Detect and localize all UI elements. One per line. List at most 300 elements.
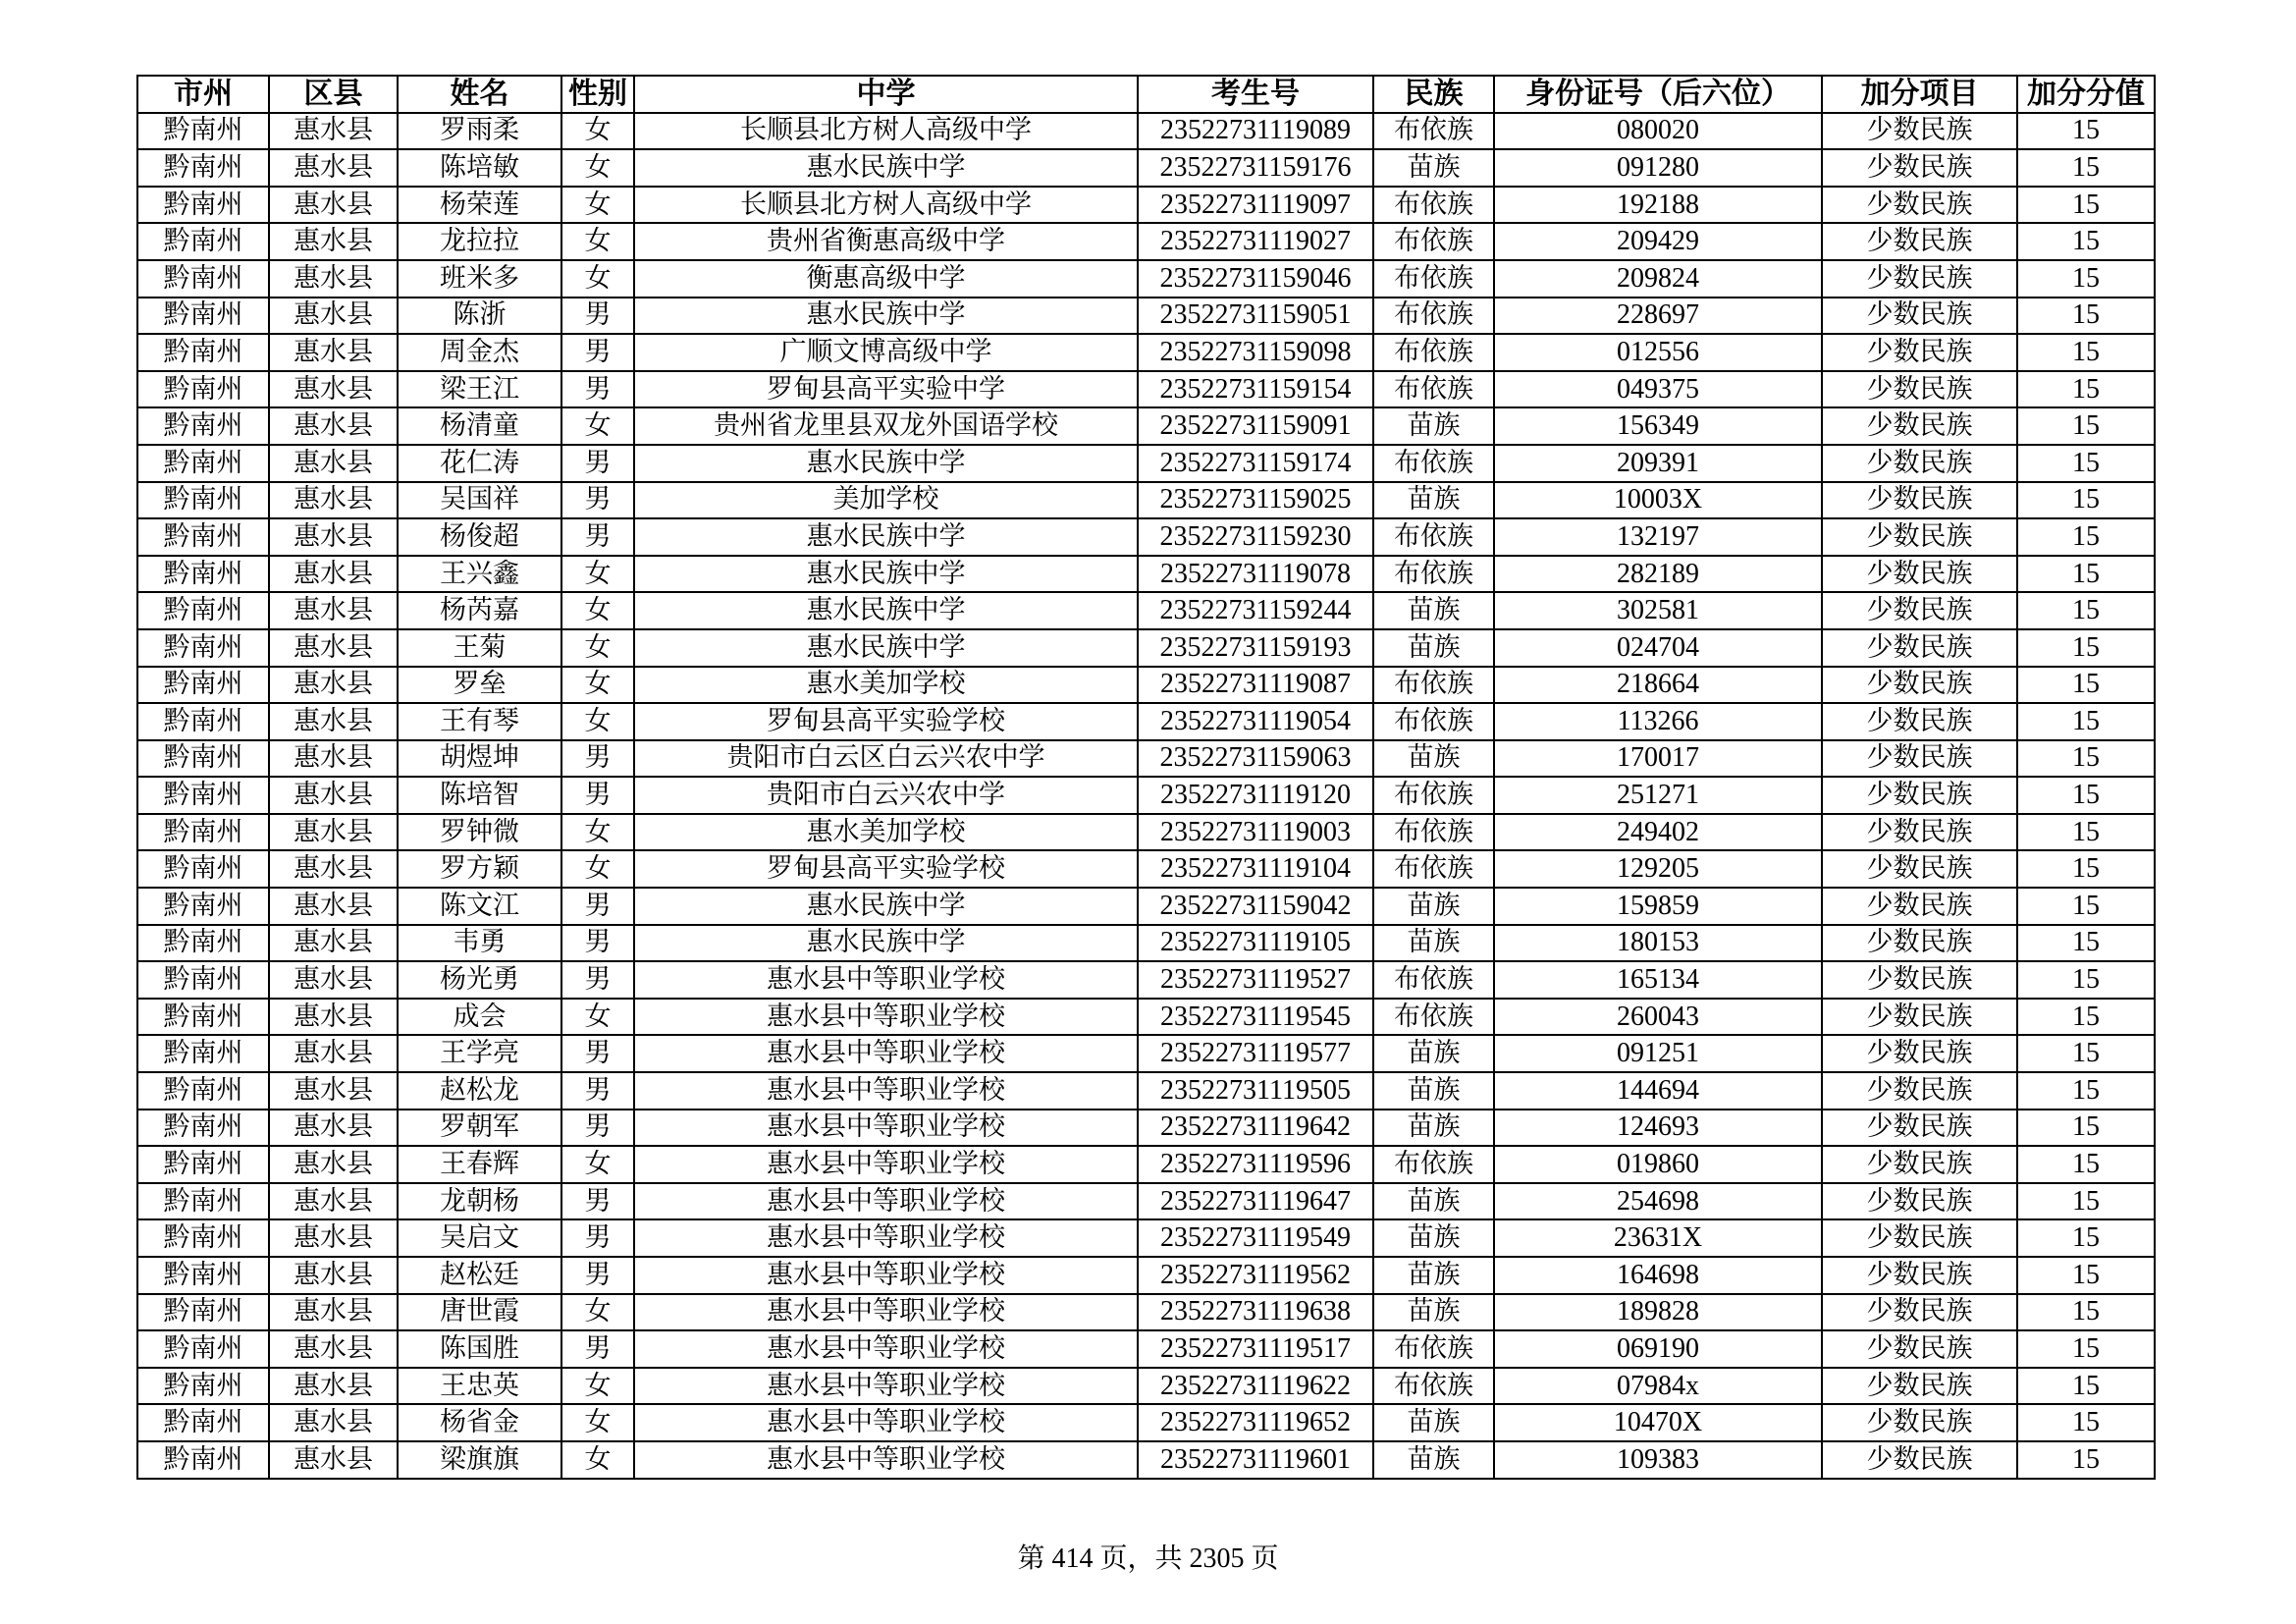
cell-county: 惠水县	[269, 888, 398, 925]
cell-ethnicity: 苗族	[1373, 1183, 1494, 1220]
cell-ethnicity: 苗族	[1373, 740, 1494, 778]
cell-exam-no: 23522731119527	[1138, 961, 1373, 999]
cell-gender: 女	[561, 1294, 634, 1331]
cell-county: 惠水县	[269, 187, 398, 224]
cell-bonus-score: 15	[2017, 556, 2155, 593]
cell-county: 惠水县	[269, 334, 398, 371]
cell-city: 黔南州	[137, 1035, 269, 1072]
cell-name: 杨清童	[398, 407, 561, 445]
col-header-school: 中学	[634, 76, 1138, 113]
cell-name: 唐世霞	[398, 1294, 561, 1331]
cell-exam-no: 23522731119505	[1138, 1072, 1373, 1110]
cell-exam-no: 23522731119027	[1138, 223, 1373, 260]
cell-school: 惠水县中等职业学校	[634, 1183, 1138, 1220]
cell-name: 杨荣莲	[398, 187, 561, 224]
cell-school: 惠水县中等职业学校	[634, 999, 1138, 1036]
cell-city: 黔南州	[137, 850, 269, 888]
cell-ethnicity: 苗族	[1373, 407, 1494, 445]
cell-bonus-score: 15	[2017, 1183, 2155, 1220]
cell-county: 惠水县	[269, 1072, 398, 1110]
table-row	[137, 518, 2155, 556]
cell-county: 惠水县	[269, 407, 398, 445]
cell-ethnicity: 布依族	[1373, 667, 1494, 704]
cell-bonus-score: 15	[2017, 334, 2155, 371]
cell-id-last6: 180153	[1494, 925, 1822, 962]
table-row	[137, 482, 2155, 519]
cell-id-last6: 260043	[1494, 999, 1822, 1036]
cell-ethnicity: 布依族	[1373, 260, 1494, 298]
cell-bonus-item: 少数民族	[1822, 961, 2017, 999]
cell-bonus-score: 15	[2017, 999, 2155, 1036]
cell-gender: 女	[561, 629, 634, 667]
cell-school: 惠水县中等职业学校	[634, 1368, 1138, 1405]
cell-name: 陈培智	[398, 777, 561, 814]
table-row	[137, 223, 2155, 260]
cell-gender: 女	[561, 814, 634, 851]
cell-ethnicity: 苗族	[1373, 1072, 1494, 1110]
cell-gender: 男	[561, 925, 634, 962]
table-row	[137, 592, 2155, 629]
table-row	[137, 187, 2155, 224]
cell-bonus-score: 15	[2017, 223, 2155, 260]
cell-id-last6: 249402	[1494, 814, 1822, 851]
cell-school: 惠水县中等职业学校	[634, 1110, 1138, 1147]
cell-gender: 女	[561, 113, 634, 150]
cell-city: 黔南州	[137, 703, 269, 740]
cell-ethnicity: 布依族	[1373, 1368, 1494, 1405]
cell-bonus-item: 少数民族	[1822, 1257, 2017, 1294]
cell-exam-no: 23522731119638	[1138, 1294, 1373, 1331]
cell-exam-no: 23522731119517	[1138, 1330, 1373, 1368]
cell-county: 惠水县	[269, 592, 398, 629]
table-row	[137, 298, 2155, 335]
cell-school: 美加学校	[634, 482, 1138, 519]
cell-name: 陈培敏	[398, 149, 561, 187]
table-row	[137, 149, 2155, 187]
cell-id-last6: 302581	[1494, 592, 1822, 629]
cell-gender: 男	[561, 1110, 634, 1147]
cell-school: 惠水县中等职业学校	[634, 961, 1138, 999]
cell-id-last6: 209824	[1494, 260, 1822, 298]
cell-id-last6: 129205	[1494, 850, 1822, 888]
cell-city: 黔南州	[137, 999, 269, 1036]
col-header-id-last6: 身份证号（后六位）	[1494, 76, 1822, 113]
cell-name: 陈文江	[398, 888, 561, 925]
cell-school: 惠水县中等职业学校	[634, 1257, 1138, 1294]
cell-bonus-score: 15	[2017, 961, 2155, 999]
cell-gender: 女	[561, 667, 634, 704]
cell-school: 贵阳市白云兴农中学	[634, 777, 1138, 814]
cell-id-last6: 165134	[1494, 961, 1822, 999]
cell-bonus-score: 15	[2017, 113, 2155, 150]
cell-ethnicity: 布依族	[1373, 1146, 1494, 1183]
cell-id-last6: 124693	[1494, 1110, 1822, 1147]
cell-ethnicity: 布依族	[1373, 113, 1494, 150]
cell-ethnicity: 苗族	[1373, 888, 1494, 925]
cell-school: 贵州省龙里县双龙外国语学校	[634, 407, 1138, 445]
cell-ethnicity: 布依族	[1373, 334, 1494, 371]
cell-county: 惠水县	[269, 482, 398, 519]
cell-gender: 男	[561, 1183, 634, 1220]
cell-name: 罗方颖	[398, 850, 561, 888]
cell-name: 赵松龙	[398, 1072, 561, 1110]
cell-exam-no: 23522731159176	[1138, 149, 1373, 187]
cell-name: 胡煜坤	[398, 740, 561, 778]
cell-bonus-item: 少数民族	[1822, 850, 2017, 888]
cell-exam-no: 23522731159042	[1138, 888, 1373, 925]
cell-ethnicity: 苗族	[1373, 1294, 1494, 1331]
cell-county: 惠水县	[269, 260, 398, 298]
cell-id-last6: 23631X	[1494, 1219, 1822, 1257]
table-row	[137, 334, 2155, 371]
cell-city: 黔南州	[137, 407, 269, 445]
cell-city: 黔南州	[137, 925, 269, 962]
cell-bonus-item: 少数民族	[1822, 1330, 2017, 1368]
cell-bonus-item: 少数民族	[1822, 113, 2017, 150]
cell-exam-no: 23522731119054	[1138, 703, 1373, 740]
cell-id-last6: 113266	[1494, 703, 1822, 740]
cell-bonus-item: 少数民族	[1822, 1110, 2017, 1147]
cell-id-last6: 282189	[1494, 556, 1822, 593]
table-row	[137, 1404, 2155, 1441]
cell-name: 吴启文	[398, 1219, 561, 1257]
cell-bonus-item: 少数民族	[1822, 814, 2017, 851]
cell-name: 梁王江	[398, 371, 561, 408]
cell-bonus-score: 15	[2017, 667, 2155, 704]
cell-school: 惠水县中等职业学校	[634, 1035, 1138, 1072]
table-row	[137, 740, 2155, 778]
cell-exam-no: 23522731159091	[1138, 407, 1373, 445]
cell-gender: 男	[561, 1330, 634, 1368]
cell-name: 杨光勇	[398, 961, 561, 999]
cell-bonus-item: 少数民族	[1822, 518, 2017, 556]
cell-gender: 女	[561, 187, 634, 224]
cell-county: 惠水县	[269, 1257, 398, 1294]
cell-city: 黔南州	[137, 298, 269, 335]
cell-bonus-score: 15	[2017, 518, 2155, 556]
cell-name: 花仁涛	[398, 445, 561, 482]
cell-id-last6: 144694	[1494, 1072, 1822, 1110]
table-row	[137, 1441, 2155, 1479]
cell-exam-no: 23522731119642	[1138, 1110, 1373, 1147]
table-row	[137, 961, 2155, 999]
cell-ethnicity: 苗族	[1373, 629, 1494, 667]
cell-id-last6: 170017	[1494, 740, 1822, 778]
cell-bonus-score: 15	[2017, 445, 2155, 482]
cell-name: 班米多	[398, 260, 561, 298]
cell-city: 黔南州	[137, 1294, 269, 1331]
cell-county: 惠水县	[269, 925, 398, 962]
cell-school: 贵州省衡惠高级中学	[634, 223, 1138, 260]
cell-school: 惠水民族中学	[634, 518, 1138, 556]
cell-name: 杨俊超	[398, 518, 561, 556]
table-row	[137, 850, 2155, 888]
cell-city: 黔南州	[137, 260, 269, 298]
cell-city: 黔南州	[137, 1110, 269, 1147]
cell-bonus-score: 15	[2017, 814, 2155, 851]
cell-school: 惠水民族中学	[634, 556, 1138, 593]
cell-id-last6: 091280	[1494, 149, 1822, 187]
cell-exam-no: 23522731119097	[1138, 187, 1373, 224]
cell-bonus-item: 少数民族	[1822, 223, 2017, 260]
cell-bonus-item: 少数民族	[1822, 1219, 2017, 1257]
cell-gender: 女	[561, 223, 634, 260]
cell-name: 周金杰	[398, 334, 561, 371]
header-row	[137, 76, 2155, 113]
cell-name: 梁旗旗	[398, 1441, 561, 1479]
cell-ethnicity: 苗族	[1373, 1035, 1494, 1072]
cell-bonus-score: 15	[2017, 1219, 2155, 1257]
cell-bonus-item: 少数民族	[1822, 556, 2017, 593]
cell-name: 成会	[398, 999, 561, 1036]
cell-gender: 女	[561, 1404, 634, 1441]
cell-city: 黔南州	[137, 1368, 269, 1405]
cell-city: 黔南州	[137, 814, 269, 851]
cell-city: 黔南州	[137, 1330, 269, 1368]
cell-ethnicity: 布依族	[1373, 703, 1494, 740]
cell-ethnicity: 布依族	[1373, 298, 1494, 335]
cell-exam-no: 23522731119078	[1138, 556, 1373, 593]
table-row	[137, 925, 2155, 962]
cell-county: 惠水县	[269, 223, 398, 260]
cell-county: 惠水县	[269, 777, 398, 814]
cell-ethnicity: 苗族	[1373, 1110, 1494, 1147]
cell-name: 吴国祥	[398, 482, 561, 519]
cell-ethnicity: 苗族	[1373, 482, 1494, 519]
cell-bonus-item: 少数民族	[1822, 371, 2017, 408]
cell-school: 罗甸县高平实验学校	[634, 703, 1138, 740]
cell-school: 衡惠高级中学	[634, 260, 1138, 298]
cell-id-last6: 254698	[1494, 1183, 1822, 1220]
table-row	[137, 1257, 2155, 1294]
cell-bonus-score: 15	[2017, 703, 2155, 740]
cell-bonus-score: 15	[2017, 925, 2155, 962]
cell-bonus-item: 少数民族	[1822, 1294, 2017, 1331]
cell-bonus-item: 少数民族	[1822, 740, 2017, 778]
cell-city: 黔南州	[137, 371, 269, 408]
table-row	[137, 371, 2155, 408]
cell-exam-no: 23522731159025	[1138, 482, 1373, 519]
cell-name: 龙拉拉	[398, 223, 561, 260]
cell-gender: 女	[561, 1146, 634, 1183]
cell-school: 惠水县中等职业学校	[634, 1146, 1138, 1183]
cell-id-last6: 189828	[1494, 1294, 1822, 1331]
table-row	[137, 1294, 2155, 1331]
cell-city: 黔南州	[137, 888, 269, 925]
cell-name: 罗钟微	[398, 814, 561, 851]
table-row	[137, 999, 2155, 1036]
cell-bonus-score: 15	[2017, 1257, 2155, 1294]
cell-county: 惠水县	[269, 1330, 398, 1368]
cell-exam-no: 23522731119003	[1138, 814, 1373, 851]
cell-ethnicity: 布依族	[1373, 814, 1494, 851]
cell-ethnicity: 布依族	[1373, 961, 1494, 999]
col-header-county: 区县	[269, 76, 398, 113]
cell-school: 惠水民族中学	[634, 925, 1138, 962]
col-header-exam-no: 考生号	[1138, 76, 1373, 113]
cell-id-last6: 080020	[1494, 113, 1822, 150]
col-header-name: 姓名	[398, 76, 561, 113]
cell-id-last6: 091251	[1494, 1035, 1822, 1072]
cell-city: 黔南州	[137, 334, 269, 371]
cell-city: 黔南州	[137, 740, 269, 778]
cell-exam-no: 23522731119120	[1138, 777, 1373, 814]
col-header-gender: 性别	[561, 76, 634, 113]
cell-bonus-score: 15	[2017, 1294, 2155, 1331]
cell-bonus-score: 15	[2017, 850, 2155, 888]
cell-bonus-score: 15	[2017, 1404, 2155, 1441]
cell-county: 惠水县	[269, 298, 398, 335]
cell-bonus-item: 少数民族	[1822, 298, 2017, 335]
cell-id-last6: 10003X	[1494, 482, 1822, 519]
table-row	[137, 1072, 2155, 1110]
cell-school: 广顺文博高级中学	[634, 334, 1138, 371]
cell-name: 韦勇	[398, 925, 561, 962]
cell-id-last6: 192188	[1494, 187, 1822, 224]
cell-gender: 女	[561, 1368, 634, 1405]
cell-gender: 男	[561, 1257, 634, 1294]
cell-ethnicity: 布依族	[1373, 556, 1494, 593]
cell-school: 罗甸县高平实验学校	[634, 850, 1138, 888]
cell-bonus-score: 15	[2017, 482, 2155, 519]
cell-county: 惠水县	[269, 667, 398, 704]
table-row	[137, 703, 2155, 740]
cell-bonus-score: 15	[2017, 629, 2155, 667]
cell-bonus-item: 少数民族	[1822, 629, 2017, 667]
cell-city: 黔南州	[137, 556, 269, 593]
cell-bonus-score: 15	[2017, 1110, 2155, 1147]
cell-name: 王有琴	[398, 703, 561, 740]
cell-exam-no: 23522731119549	[1138, 1219, 1373, 1257]
table-row	[137, 445, 2155, 482]
cell-county: 惠水县	[269, 999, 398, 1036]
col-header-bonus-item: 加分项目	[1822, 76, 2017, 113]
cell-school: 罗甸县高平实验中学	[634, 371, 1138, 408]
table-row	[137, 1110, 2155, 1147]
cell-bonus-item: 少数民族	[1822, 1404, 2017, 1441]
cell-bonus-item: 少数民族	[1822, 1183, 2017, 1220]
cell-school: 惠水美加学校	[634, 667, 1138, 704]
cell-city: 黔南州	[137, 1257, 269, 1294]
cell-ethnicity: 布依族	[1373, 518, 1494, 556]
cell-bonus-item: 少数民族	[1822, 1368, 2017, 1405]
cell-school: 惠水民族中学	[634, 445, 1138, 482]
cell-ethnicity: 布依族	[1373, 777, 1494, 814]
cell-name: 龙朝杨	[398, 1183, 561, 1220]
cell-county: 惠水县	[269, 149, 398, 187]
cell-id-last6: 07984x	[1494, 1368, 1822, 1405]
cell-ethnicity: 布依族	[1373, 187, 1494, 224]
cell-name: 杨省金	[398, 1404, 561, 1441]
cell-ethnicity: 苗族	[1373, 1257, 1494, 1294]
cell-name: 王兴鑫	[398, 556, 561, 593]
cell-gender: 男	[561, 518, 634, 556]
cell-id-last6: 156349	[1494, 407, 1822, 445]
cell-id-last6: 228697	[1494, 298, 1822, 335]
cell-exam-no: 23522731159230	[1138, 518, 1373, 556]
cell-id-last6: 209429	[1494, 223, 1822, 260]
cell-city: 黔南州	[137, 1072, 269, 1110]
cell-ethnicity: 布依族	[1373, 999, 1494, 1036]
cell-name: 杨芮嘉	[398, 592, 561, 629]
cell-exam-no: 23522731119089	[1138, 113, 1373, 150]
cell-id-last6: 159859	[1494, 888, 1822, 925]
cell-school: 惠水民族中学	[634, 592, 1138, 629]
cell-id-last6: 164698	[1494, 1257, 1822, 1294]
cell-bonus-item: 少数民族	[1822, 149, 2017, 187]
cell-gender: 男	[561, 961, 634, 999]
cell-bonus-score: 15	[2017, 298, 2155, 335]
cell-id-last6: 019860	[1494, 1146, 1822, 1183]
cell-county: 惠水县	[269, 961, 398, 999]
cell-county: 惠水县	[269, 1441, 398, 1479]
cell-county: 惠水县	[269, 850, 398, 888]
cell-id-last6: 132197	[1494, 518, 1822, 556]
cell-gender: 男	[561, 371, 634, 408]
cell-bonus-score: 15	[2017, 777, 2155, 814]
cell-name: 王学亮	[398, 1035, 561, 1072]
cell-ethnicity: 苗族	[1373, 1404, 1494, 1441]
table-row	[137, 1330, 2155, 1368]
cell-school: 惠水县中等职业学校	[634, 1441, 1138, 1479]
table-row	[137, 556, 2155, 593]
table-row	[137, 1146, 2155, 1183]
cell-city: 黔南州	[137, 1219, 269, 1257]
cell-name: 陈国胜	[398, 1330, 561, 1368]
cell-bonus-score: 15	[2017, 149, 2155, 187]
cell-exam-no: 23522731119652	[1138, 1404, 1373, 1441]
cell-gender: 男	[561, 777, 634, 814]
cell-gender: 女	[561, 592, 634, 629]
cell-exam-no: 23522731159193	[1138, 629, 1373, 667]
cell-bonus-item: 少数民族	[1822, 334, 2017, 371]
cell-school: 贵阳市白云区白云兴农中学	[634, 740, 1138, 778]
cell-city: 黔南州	[137, 445, 269, 482]
cell-bonus-score: 15	[2017, 407, 2155, 445]
cell-exam-no: 23522731119087	[1138, 667, 1373, 704]
cell-county: 惠水县	[269, 1294, 398, 1331]
cell-county: 惠水县	[269, 1110, 398, 1147]
cell-exam-no: 23522731159174	[1138, 445, 1373, 482]
cell-bonus-score: 15	[2017, 592, 2155, 629]
cell-gender: 男	[561, 298, 634, 335]
cell-id-last6: 069190	[1494, 1330, 1822, 1368]
table-row	[137, 777, 2155, 814]
cell-bonus-item: 少数民族	[1822, 1035, 2017, 1072]
cell-ethnicity: 苗族	[1373, 1219, 1494, 1257]
cell-id-last6: 049375	[1494, 371, 1822, 408]
cell-school: 惠水县中等职业学校	[634, 1330, 1138, 1368]
cell-name: 王菊	[398, 629, 561, 667]
cell-bonus-item: 少数民族	[1822, 1441, 2017, 1479]
cell-gender: 女	[561, 556, 634, 593]
table-row	[137, 1183, 2155, 1220]
cell-ethnicity: 苗族	[1373, 1441, 1494, 1479]
col-header-city: 市州	[137, 76, 269, 113]
table-row	[137, 814, 2155, 851]
cell-exam-no: 23522731119104	[1138, 850, 1373, 888]
cell-county: 惠水县	[269, 629, 398, 667]
cell-city: 黔南州	[137, 592, 269, 629]
cell-exam-no: 23522731119577	[1138, 1035, 1373, 1072]
cell-bonus-item: 少数民族	[1822, 187, 2017, 224]
cell-bonus-score: 15	[2017, 888, 2155, 925]
cell-county: 惠水县	[269, 371, 398, 408]
cell-bonus-score: 15	[2017, 260, 2155, 298]
cell-bonus-item: 少数民族	[1822, 888, 2017, 925]
cell-ethnicity: 苗族	[1373, 925, 1494, 962]
cell-school: 长顺县北方树人高级中学	[634, 113, 1138, 150]
